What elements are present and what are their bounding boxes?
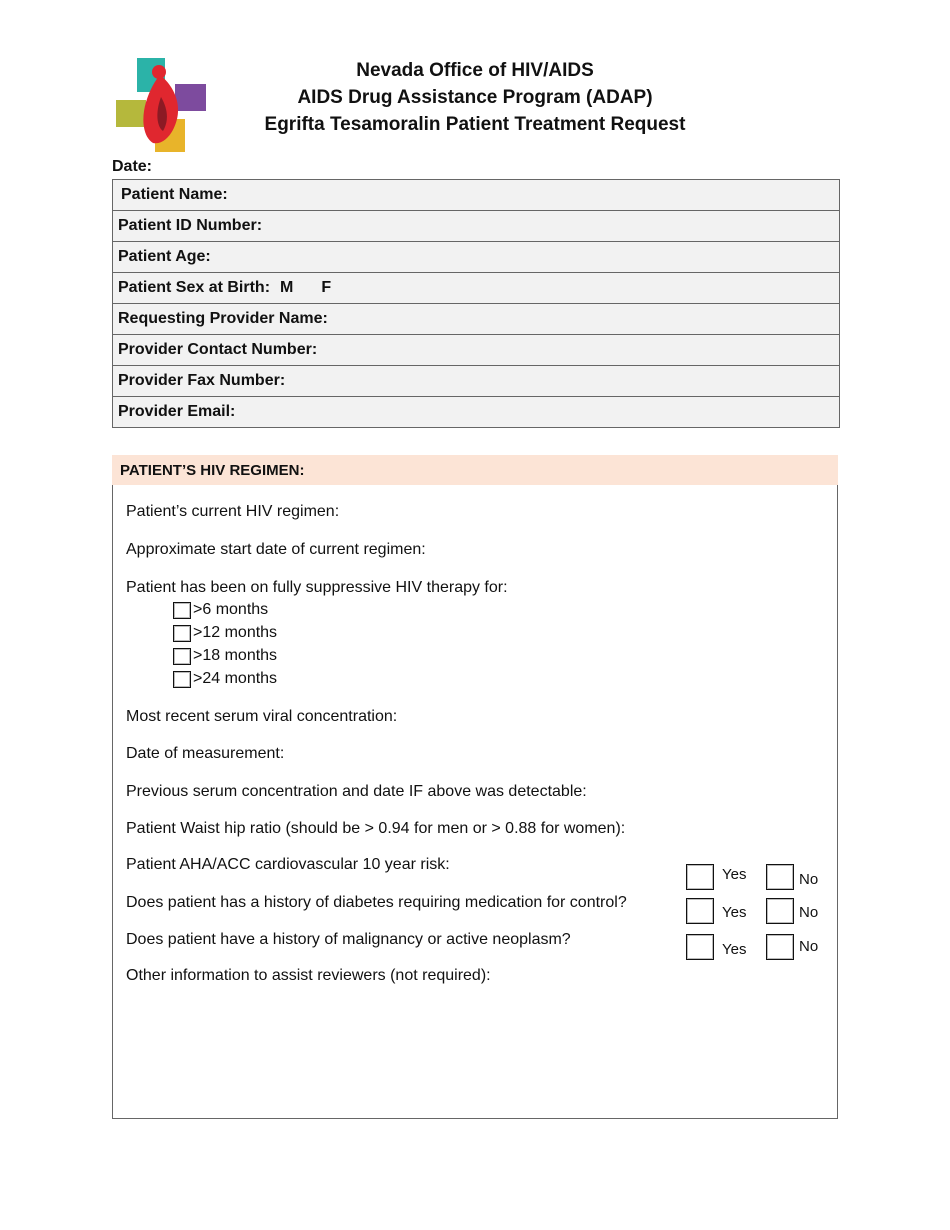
duration-question: Patient has been on fully suppressive HIV therapy for: <box>126 579 508 596</box>
waist-hip-ratio-question[interactable]: Patient Waist hip ratio (should be > 0.94 for men or > 0.88 for women): <box>126 820 626 837</box>
diabetes-no-checkbox[interactable] <box>766 898 794 924</box>
aha-no-checkbox[interactable] <box>766 864 794 890</box>
duration-option-6[interactable] <box>173 601 268 619</box>
yes-label: Yes <box>722 904 747 921</box>
provider-email-label: Provider Email: <box>118 403 236 420</box>
logo-olive-block <box>116 100 146 127</box>
yes-label: Yes <box>722 941 747 958</box>
patient-age-field[interactable] <box>113 242 839 273</box>
provider-name-label: Requesting Provider Name: <box>118 310 328 327</box>
patient-id-label: Patient ID Number: <box>118 217 263 234</box>
aha-yes-checkbox[interactable] <box>686 864 714 890</box>
no-label: No <box>799 871 819 888</box>
provider-name-field[interactable] <box>113 304 839 335</box>
start-date-question[interactable]: Approximate start date of current regimen: <box>126 541 426 558</box>
adap-logo <box>113 57 208 153</box>
header-line-1: Nevada Office of HIV/AIDS <box>356 60 594 81</box>
patient-info-table <box>112 179 840 428</box>
patient-name-label: Patient Name: <box>121 186 228 203</box>
aha-acc-risk-question[interactable]: Patient AHA/ACC cardiovascular 10 year risk: <box>126 856 450 873</box>
duration-option-12[interactable] <box>173 624 277 642</box>
current-regimen-question[interactable]: Patient’s current HIV regimen: <box>126 503 340 520</box>
duration-checkbox[interactable] <box>173 602 191 619</box>
date-field[interactable]: Date: <box>112 158 153 175</box>
provider-email-field[interactable] <box>113 397 839 428</box>
duration-option-18[interactable] <box>173 647 277 665</box>
duration-option-label: >18 months <box>193 647 278 664</box>
no-label: No <box>799 938 819 955</box>
malignancy-question: Does patient have a history of malignancy or active neoplasm? <box>126 931 571 948</box>
duration-checkbox[interactable] <box>173 671 191 688</box>
patient-sex-label: Patient Sex at Birth: <box>118 279 271 296</box>
patient-name-field[interactable] <box>113 180 839 211</box>
patient-age-label: Patient Age: <box>118 248 211 265</box>
provider-contact-label: Provider Contact Number: <box>118 341 318 358</box>
yes-label: Yes <box>722 866 747 883</box>
no-label: No <box>799 904 819 921</box>
header-line-2: AIDS Drug Assistance Program (ADAP) <box>297 87 653 108</box>
form-header <box>230 57 720 138</box>
measurement-date-question[interactable]: Date of measurement: <box>126 745 285 762</box>
logo-head <box>152 65 166 79</box>
duration-option-label: >24 months <box>193 670 278 687</box>
provider-fax-field[interactable] <box>113 366 839 397</box>
patient-id-field[interactable] <box>113 211 839 242</box>
malignancy-yes-checkbox[interactable] <box>686 934 714 960</box>
sex-option-f[interactable]: F <box>321 279 332 296</box>
duration-option-label: >6 months <box>193 601 269 618</box>
previous-concentration-question[interactable]: Previous serum concentration and date IF above was detectable: <box>126 783 587 800</box>
header-line-3: Egrifta Tesamoralin Patient Treatment Request <box>264 114 686 135</box>
regimen-section-header: PATIENT’S HIV REGIMEN: <box>112 455 838 485</box>
viral-concentration-question[interactable]: Most recent serum viral concentration: <box>126 708 398 725</box>
malignancy-no-checkbox[interactable] <box>766 934 794 960</box>
provider-contact-field[interactable] <box>113 335 839 366</box>
sex-option-m[interactable]: M <box>280 279 294 296</box>
other-info-question[interactable]: Other information to assist reviewers (not required): <box>126 967 491 984</box>
logo-purple-block <box>175 84 206 111</box>
diabetes-question: Does patient has a history of diabetes requiring medication for control? <box>126 894 627 911</box>
diabetes-yes-checkbox[interactable] <box>686 898 714 924</box>
duration-option-label: >12 months <box>193 624 278 641</box>
duration-checkbox[interactable] <box>173 625 191 642</box>
patient-sex-field[interactable] <box>113 273 839 304</box>
duration-option-24[interactable] <box>173 670 277 688</box>
provider-fax-label: Provider Fax Number: <box>118 372 286 389</box>
duration-checkbox[interactable] <box>173 648 191 665</box>
